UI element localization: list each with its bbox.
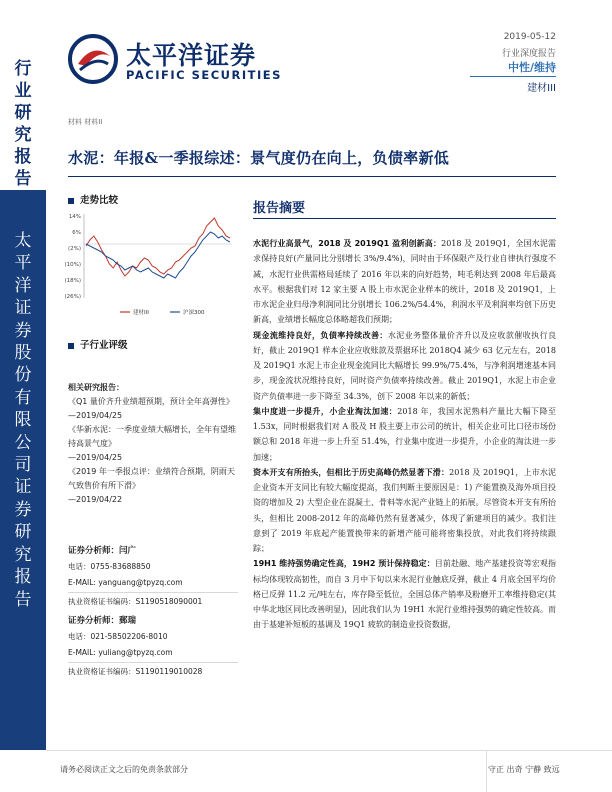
- analyst-1-email[interactable]: E-MAIL: yanguang@tpyzq.com: [68, 578, 183, 587]
- paragraph-lead: 现金流维持良好，负债率持续改善：: [253, 330, 388, 340]
- related-report-1[interactable]: 《Q1 量价齐升业绩超预期，预计全年高弹性》: [68, 397, 234, 406]
- related-heading: 相关研究报告：: [68, 383, 124, 392]
- related-report-2[interactable]: 《华新水泥：一季度业绩大幅增长，全年有望维持高景气度》: [68, 425, 236, 448]
- summary-paragraph: [253, 328, 556, 404]
- related-report-3-date: —2019/04/22: [68, 495, 123, 504]
- analyst-2-email[interactable]: E-MAIL: yuliang@tpyzq.com: [68, 648, 173, 657]
- analyst-2-title: 证券分析师：郵瑞: [68, 616, 137, 626]
- related-report-3[interactable]: 《2019 年一季报点评：业绩符合预期，阴雨天气致售价有所下滑》: [68, 467, 235, 490]
- footer-divider: [46, 750, 612, 751]
- analyst-2-phone: 电话：021-58502206-8010: [68, 632, 168, 641]
- sidebar-top-panel: [0, 0, 46, 190]
- analyst-1-cert: 执业资格证书编码：S1190518090001: [68, 597, 203, 606]
- contact-divider: [68, 592, 238, 593]
- brand-name-cn: 太平洋证券: [126, 41, 257, 70]
- paragraph-text: 2018 及 2019Q1，上市水泥企业资本开支同比有较大幅度提高，我们判断主要原因是：1) 产能置换及海外项目投资的增加及 2) 大型企业在混凝土、骨料等水泥产业链上的拓展。尽管资本开支有所抬头，但相比 2008-2012 年的高峰仍然有显著减少，体现了新建项目的减少。我们注意到了 2019 年底起产能置换带来的新增产能可能将密集投放，对此我们将持续跟踪；: [253, 467, 557, 553]
- summary-paragraph: [253, 236, 556, 328]
- y-tick-label: (18%): [64, 278, 81, 284]
- trend-heading-label: 走势比较: [80, 195, 119, 206]
- analyst-1-phone: 电话：0755-83688850: [68, 562, 151, 571]
- paragraph-lead: 19H1 维持强势确定性高，19H2 预计保持稳定：: [253, 559, 435, 569]
- sidebar-company-label: 太平洋证券股份有限公司证券研究报告: [14, 231, 32, 610]
- y-tick-label: (26%): [64, 294, 81, 300]
- breadcrumb: 材料 材料II: [68, 118, 103, 126]
- summary-paragraph: [253, 404, 556, 465]
- paragraph-lead: 资本开支有所抬头，但相比于历史高峰仍然显著下滑：: [253, 467, 450, 477]
- header-divider: [470, 76, 556, 77]
- y-tick-label: 6%: [72, 230, 81, 236]
- company-motto: 守正 出奇 宁静 致远: [488, 765, 560, 774]
- series-line-csi300: [86, 232, 230, 278]
- sidebar-bottom-panel: [0, 190, 46, 750]
- rating-section-heading: [68, 337, 128, 351]
- rating-heading-label: 子行业评级: [80, 340, 128, 351]
- paragraph-text: 目前赴融、地产基建投资等宏观指标均体现较高韧性，而自 3 月中下旬以来水泥行业触底反弹，截止 4 月底全国平均价格已反弹 11.2 元/吨左右，库存降至低位，全国总体产销率及粉磨开工率维持稳定(其中华北地区同比改善明显)，因此我们认为 19H1 水泥行业维持强势的确定性较高。而由于基建补短板的基调及 19Q1 疲软的制造业投资数据，: [253, 559, 556, 630]
- trend-section-heading: [68, 192, 118, 206]
- paragraph-lead: 集中度进一步提升，小企业淘汰加速：: [253, 406, 398, 416]
- summary-heading: 报告摘要: [253, 201, 306, 216]
- section-marker-icon: [68, 343, 74, 349]
- paragraph-text: 2018 及 2019Q1，全国水泥需求保持良好(产量同比分别增长 3%/9.4%)，同时由于环保限产及行业自律执行强度不减，水泥行业供需格局延续了 2016 年以来的向好趋势，吨毛利达到 2008 年后最高水平。根据我们对 12 家主要 A 股上市水泥企业样本的统计，2018 及 2019Q1，上市水泥企业归母净利润同比分别增长 106.2%/54.4%，利润水平及利润率均创下历史新高，业绩增长幅度总体略超我们预期；: [253, 239, 556, 325]
- summary-paragraph: [253, 465, 556, 557]
- summary-paragraph: [253, 556, 556, 632]
- title-divider: [68, 176, 556, 177]
- pacific-securities-logo-icon: [68, 34, 118, 84]
- rating-badge: 中性/维持: [507, 61, 556, 74]
- legend-label: 建材III: [133, 310, 149, 316]
- summary-divider: [253, 218, 556, 219]
- report-type: 行业深度报告: [501, 49, 556, 59]
- summary-body: [253, 236, 556, 633]
- legend-label: 沪深300: [183, 310, 205, 316]
- sidebar-report-category: 行业研究报告: [14, 59, 32, 189]
- paragraph-text: 水泥业务整体量价齐升以及应收款催收执行良好，截止 2019Q1 样本企业应收账款及票据环比 2018Q4 减少 63 亿元左右，2018 及 2019Q1 水泥上市企业现金流同比大幅增长 99.9%/75.4%，与净利润增速基本同步，现金流状况维持良好，同时资产负债率持续改善。截止 2019Q1，水泥上市企业资产负债率进一步下降至 34.3%，创下 2008 年以来的新低；: [253, 330, 557, 401]
- y-tick-label: (10%): [64, 262, 81, 268]
- y-tick-label: 14%: [68, 214, 81, 220]
- section-marker-icon: [68, 198, 74, 204]
- paragraph-text: 2018 年，我国水泥熟料产量比大幅下降至 1.53x，同时根据我们对 A 股及 H 股主要上市公司的统计，相关企业可比口径市场份额总和 2018 年进一步上升至 51.4%，行业集中度进一步提升，小企业的淘汰进一步加速；: [253, 406, 557, 462]
- analyst-1-title: 证券分析师：闫广: [68, 546, 137, 556]
- trend-chart: [62, 210, 237, 325]
- y-tick-label: (2%): [67, 246, 81, 252]
- footer-separator: [486, 750, 487, 792]
- page-footer: [46, 750, 612, 792]
- related-report-2-date: —2019/04/25: [68, 453, 123, 462]
- related-reports: [68, 381, 238, 507]
- contact-divider: [68, 662, 238, 663]
- page-title: 水泥：年报&一季报综述：景气度仍在向上，负债率新低: [68, 149, 450, 167]
- disclaimer-note[interactable]: 请务必阅读正文之后的免责条款部分: [60, 765, 188, 774]
- paragraph-lead: 水泥行业高景气，2018 及 2019Q1 盈利创新高：: [253, 239, 442, 248]
- series-line-industry: [86, 218, 230, 276]
- analyst-2-cert: 执业资格证书编码：S1190119010028: [68, 667, 203, 676]
- left-sidebar: [0, 0, 46, 792]
- brand-name-en: PACIFIC SECURITIES: [126, 68, 282, 82]
- related-report-1-date: —2019/04/25: [68, 411, 123, 420]
- report-date: 2019-05-12: [503, 32, 556, 42]
- industry-label: 建材III: [527, 83, 556, 94]
